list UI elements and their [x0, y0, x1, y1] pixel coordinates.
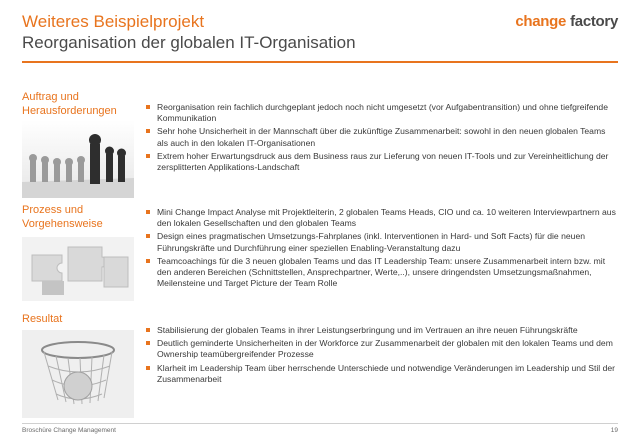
- list-item: Reorganisation rein fachlich durchgeplant jedoch noch nicht umgesetzt (vor Aufgabentransition) und ohne tiefgreifende Kommunikation: [146, 102, 616, 124]
- puzzle-pieces-icon: [22, 237, 134, 301]
- list-item: Mini Change Impact Analyse mit Projektleiterin, 2 globalen Teams Heads, CIO und ca. 10 weiteren Interviewpartnern aus den lokalen Gesellschaften und den globalen Teams: [146, 207, 616, 229]
- page-title: Weiteres Beispielprojekt: [22, 12, 205, 31]
- company-logo: [515, 13, 618, 30]
- logo-change: change: [515, 13, 567, 30]
- bullet-list: [146, 102, 616, 175]
- page-subtitle: Reorganisation der globalen IT-Organisation: [22, 33, 356, 52]
- chess-pieces-icon: [22, 120, 134, 198]
- list-item: Sehr hohe Unsicherheit in der Mannschaft über die zukünftige Zusammenarbeit: sowohl in den neuen globalen Teams als auch in den lokalen IT-Organisationen: [146, 126, 616, 148]
- list-item: Teamcoachings für die 3 neuen globalen Teams und das IT Leadership Team: unsere Zusammenarbeit intern bzw. mit den anderen Bereichen (Schnittstellen, Ansprechpartner, Werte,..), unsere dringendsten Umsetzungsmaßnahmen, Meilensteine und Target Picture der Team Rolle: [146, 256, 616, 290]
- list-item: Extrem hoher Erwartungsdruck aus dem Business raus zur Lieferung von neuen IT-Tools und zur Vereinheitlichung der zersplitterten Applikations-Landschaft: [146, 151, 616, 173]
- header-divider: [22, 61, 618, 63]
- list-item: Design eines pragmatischen Umsetzungs-Fahrplanes (inkl. Interventionen in Hard- und Soft Facts) für die neuen Führungskräfte und Durchführung einer speziellen Enabling-Veranstaltung dazu: [146, 231, 616, 253]
- section-label: Prozess und Vorgehensweise: [22, 204, 103, 230]
- page-number: 19: [610, 427, 618, 434]
- list-item: Stabilisierung der globalen Teams in ihrer Leistungserbringung und im Vertrauen an ihre neuen Führungskräfte: [146, 325, 616, 336]
- section-label: Resultat: [22, 313, 63, 325]
- logo-factory: factory: [570, 13, 618, 30]
- footer-text: Broschüre Change Management: [22, 427, 116, 434]
- list-item: Deutlich geminderte Unsicherheiten in der Workforce zur Zusammenarbeit der globalen mit den lokalen Teams und dem Ownership teamübergreifender Prozesse: [146, 338, 616, 360]
- section-auftrag: [22, 90, 618, 200]
- bullet-list: [146, 325, 616, 387]
- footer-divider: [22, 423, 618, 424]
- list-item: Klarheit im Leadership Team über herrschende Unterschiede und notwendige Veränderungen im Leadership und Stil der Zusammenarbeit: [146, 363, 616, 385]
- bullet-list: [146, 207, 616, 291]
- section-label: Auftrag und Herausforderungen: [22, 91, 117, 117]
- section-resultat: [22, 312, 618, 420]
- basketball-hoop-icon: [22, 330, 134, 418]
- section-prozess: [22, 203, 618, 303]
